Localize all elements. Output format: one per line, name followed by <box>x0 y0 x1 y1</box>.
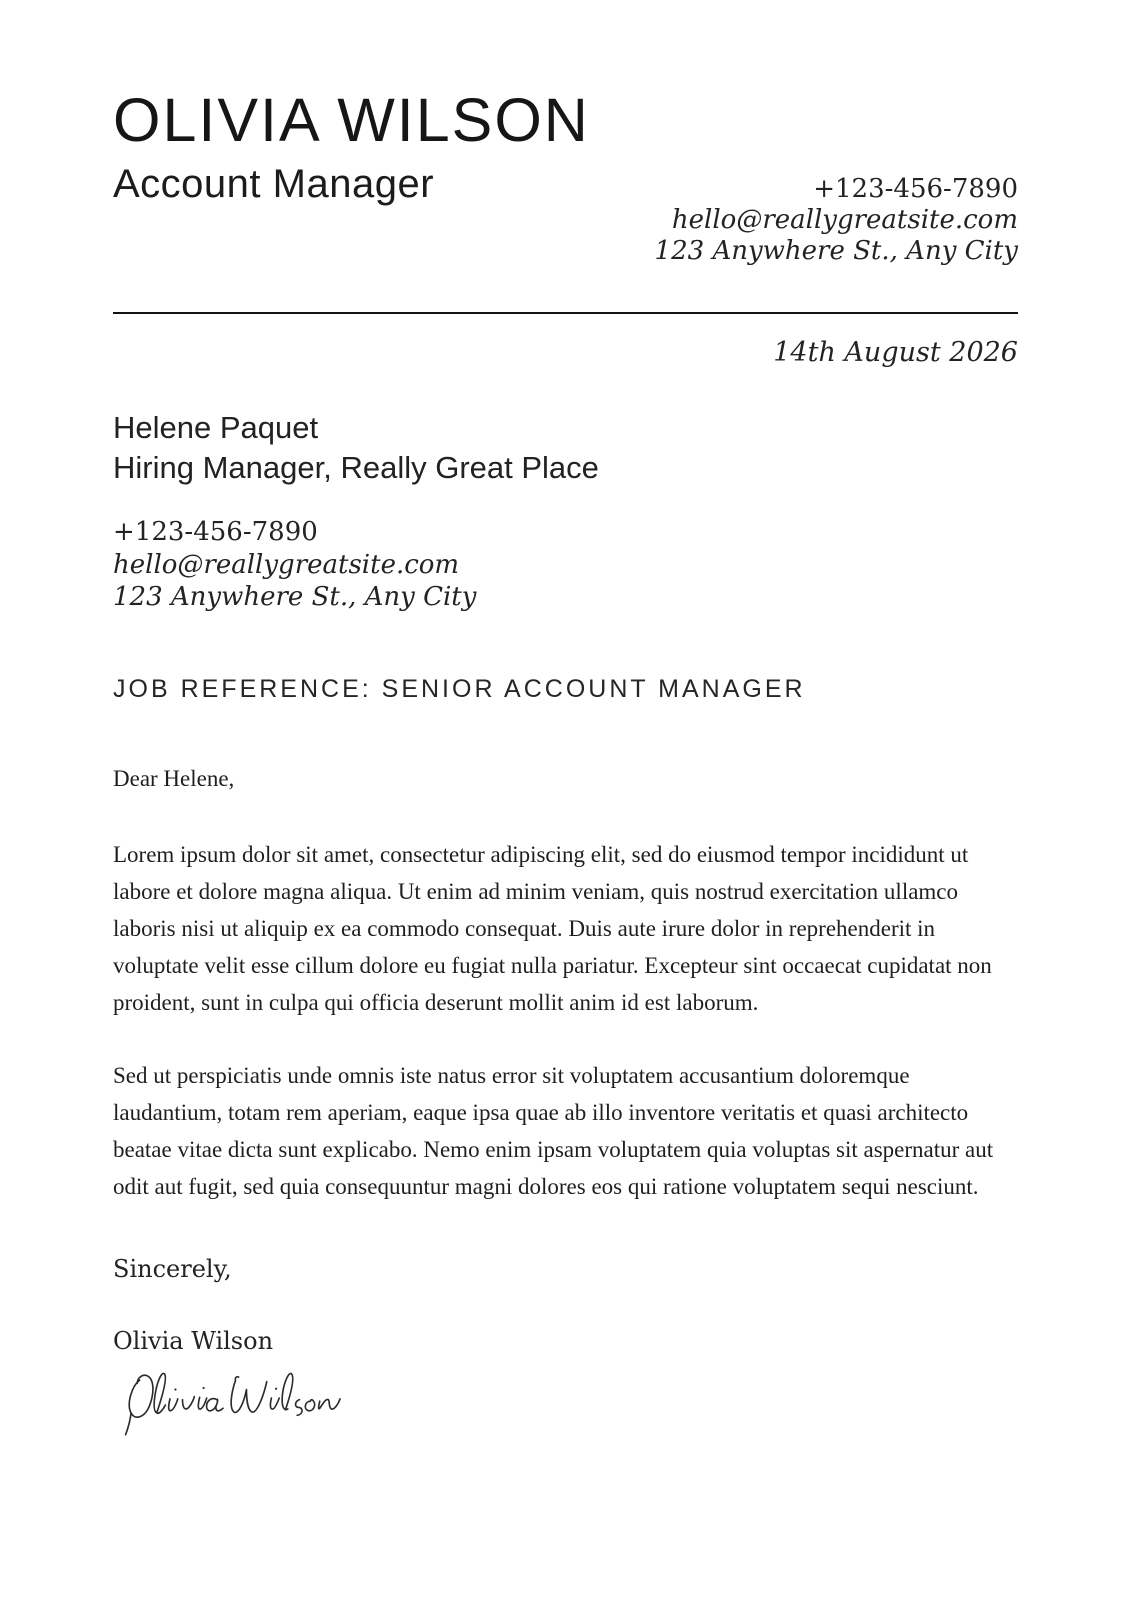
sender-contact-block <box>655 174 1018 268</box>
recipient-contact-block <box>113 516 1018 613</box>
sender-phone: +123-456-7890 <box>813 174 1018 204</box>
recipient-email: hello@reallygreatsite.com <box>113 549 460 580</box>
sender-name: OLIVIA WILSON <box>113 86 590 154</box>
salutation: Dear Helene, <box>113 766 235 792</box>
letter-header <box>113 86 1018 268</box>
header-divider-line <box>113 312 1018 314</box>
recipient-address: 123 Anywhere St., Any City <box>113 581 477 612</box>
sender-address: 123 Anywhere St., Any City <box>654 236 1018 267</box>
signature-script-drawing <box>107 1363 375 1441</box>
body-paragraph-1: Lorem ipsum dolor sit amet, consectetur adipiscing elit, sed do eiusmod tempor incididunt ut labore et dolore magna aliqua. Ut enim ad minim veniam, quis nostrud exercitation ullamco laboris nisi ut aliquip ex ea commodo consequat. Duis aute irure dolor in reprehenderit in voluptate velit esse cillum dolore eu fugiat nulla pariatur. Excepteur sint occaecat cupidatat non proident, sunt in culpa qui officia deserunt mollit anim id est laborum. <box>113 842 992 1016</box>
recipient-name: Helene Paquet <box>113 409 319 445</box>
recipient-phone: +123-456-7890 <box>113 517 318 548</box>
sender-email: hello@reallygreatsite.com <box>671 205 1018 236</box>
recipient-job-title: Hiring Manager, Really Great Place <box>113 450 599 486</box>
letter-date: 14th August 2026 <box>773 336 1018 368</box>
closing-typed-name: Olivia Wilson <box>113 1327 274 1356</box>
signoff: Sincerely, <box>113 1255 232 1284</box>
body-paragraph-2: Sed ut perspiciatis unde omnis iste natus error sit voluptatem accusantium doloremque laudantium, totam rem aperiam, eaque ipsa quae ab illo inventore veritatis et quasi architecto beatae vitae dicta sunt explicabo. Nemo enim ipsam voluptatem quia voluptas sit aspernatur aut odit aut fugit, sed quia consequuntur magni dolores eos qui ratione voluptatem sequi nesciunt. <box>113 1063 994 1200</box>
recipient-block <box>113 408 1018 490</box>
sender-job-title: Account Manager <box>113 162 435 207</box>
handwritten-signature <box>107 1363 375 1441</box>
job-reference-subject: JOB REFERENCE: SENIOR ACCOUNT MANAGER <box>113 675 806 704</box>
sender-identity <box>113 86 590 207</box>
